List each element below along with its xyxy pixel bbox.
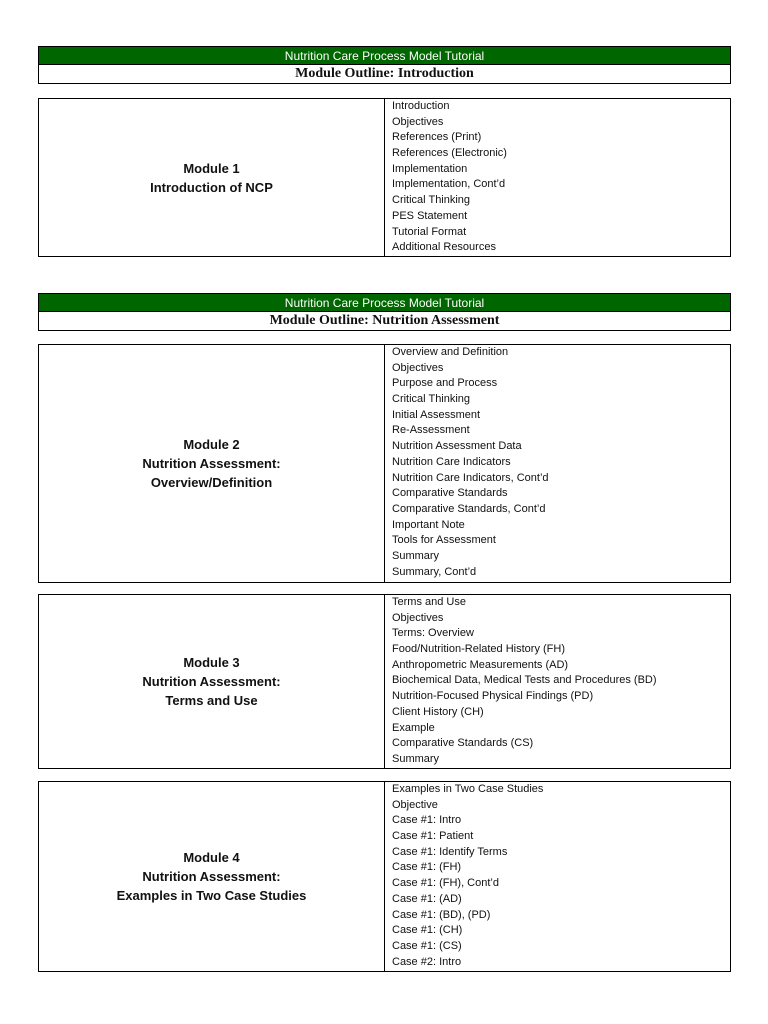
topic-item: Initial Assessment — [392, 408, 481, 421]
module-title-line: Module 1 — [183, 160, 240, 176]
topic-item: Comparative Standards — [392, 487, 508, 500]
topic-item: Re-Assessment — [392, 424, 470, 437]
topic-list — [392, 345, 730, 580]
topic-item: Client History (CH) — [392, 705, 484, 718]
topic-item: Implementation — [392, 162, 468, 175]
topic-item: Important Note — [392, 518, 465, 531]
module-1-title-cell — [39, 99, 385, 256]
topic-item: Objectives — [392, 361, 444, 374]
topic-item: Additional Resources — [392, 241, 496, 254]
topic-item: Case #1: Intro — [392, 814, 462, 827]
topic-list — [392, 99, 730, 256]
topic-item: Objectives — [392, 611, 444, 624]
tutorial-title-bar: Nutrition Care Process Model Tutorial — [38, 293, 731, 312]
module-title-line: Nutrition Assessment: — [142, 869, 281, 884]
topic-item: Summary — [392, 549, 440, 562]
topic-item: Comparative Standards, Cont’d — [392, 502, 546, 515]
topic-item: Nutrition Assessment Data — [392, 440, 522, 453]
section-header-introduction — [38, 46, 731, 84]
topic-item: Nutrition Care Indicators, Cont’d — [392, 471, 549, 484]
topic-item: Examples in Two Case Studies — [392, 783, 544, 795]
topic-item: Case #1: (FH), Cont’d — [392, 877, 499, 890]
topic-item: Case #1: (CH) — [392, 924, 463, 937]
module-2-topics — [385, 345, 730, 582]
topic-list — [392, 595, 730, 768]
topic-item: Nutrition Care Indicators — [392, 455, 511, 468]
topic-item: Objectives — [392, 115, 444, 128]
topic-item: Objective — [392, 798, 438, 811]
module-outline-title: Module Outline: Introduction — [38, 65, 731, 84]
module-3-topics — [385, 595, 730, 768]
topic-item: Case #1: Patient — [392, 830, 474, 843]
topic-item: Terms: Overview — [392, 627, 474, 640]
topic-item: Summary, Cont’d — [392, 565, 477, 578]
topic-item: Overview and Definition — [392, 346, 509, 358]
module-title-line: Terms and Use — [165, 693, 258, 708]
module-title-line: Overview/Definition — [150, 475, 273, 490]
topic-item: Case #2: Intro — [392, 955, 462, 968]
topic-item: Case #1: (FH) — [392, 861, 462, 874]
topic-item: Critical Thinking — [392, 194, 471, 207]
module-2-table — [38, 344, 731, 583]
module-title-line: Module 3 — [183, 655, 240, 670]
module-2-title-cell — [39, 345, 385, 582]
topic-item: Tools for Assessment — [392, 534, 496, 547]
topic-item: Anthropometric Measurements (AD) — [392, 658, 569, 671]
topic-item: Critical Thinking — [392, 393, 471, 406]
topic-item: Food/Nutrition-Related History (FH) — [392, 643, 565, 656]
topic-item: Comparative Standards (CS) — [392, 737, 534, 750]
topic-item: Implementation, Cont’d — [392, 178, 506, 191]
topic-item: Terms and Use — [392, 596, 466, 608]
module-title-line: Introduction of NCP — [150, 179, 273, 195]
module-4-topics — [385, 782, 730, 971]
tutorial-title-bar: Nutrition Care Process Model Tutorial — [38, 46, 731, 65]
module-4-title-cell — [39, 782, 385, 971]
topic-item: Summary — [392, 752, 440, 765]
module-title-line: Nutrition Assessment: — [142, 456, 281, 471]
topic-list — [392, 782, 730, 970]
module-title-line: Examples in Two Case Studies — [116, 888, 307, 903]
topic-item: PES Statement — [392, 209, 468, 222]
module-title-line: Module 4 — [183, 850, 240, 865]
topic-item: Case #1: Identify Terms — [392, 845, 508, 858]
module-1-table — [38, 98, 731, 257]
section-header-nutrition-assessment — [38, 293, 731, 331]
topic-item: Case #1: (CS) — [392, 939, 462, 952]
module-outline-title: Module Outline: Nutrition Assessment — [38, 312, 731, 331]
module-1-topics — [385, 99, 730, 256]
topic-item: Purpose and Process — [392, 377, 498, 390]
topic-item: Case #1: (BD), (PD) — [392, 908, 491, 921]
topic-item: Biochemical Data, Medical Tests and Procedures (BD) — [392, 674, 657, 687]
topic-item: References (Print) — [392, 131, 482, 144]
module-3-table — [38, 594, 731, 769]
topic-item: Nutrition-Focused Physical Findings (PD) — [392, 690, 594, 703]
topic-item: Case #1: (AD) — [392, 892, 462, 905]
topic-item: References (Electronic) — [392, 147, 507, 160]
topic-item: Introduction — [392, 100, 450, 112]
module-title-line: Module 2 — [183, 437, 240, 452]
module-3-title-cell — [39, 595, 385, 768]
topic-item: Example — [392, 721, 435, 734]
topic-item: Tutorial Format — [392, 225, 467, 238]
module-title-line: Nutrition Assessment: — [142, 674, 281, 689]
module-4-table — [38, 781, 731, 972]
